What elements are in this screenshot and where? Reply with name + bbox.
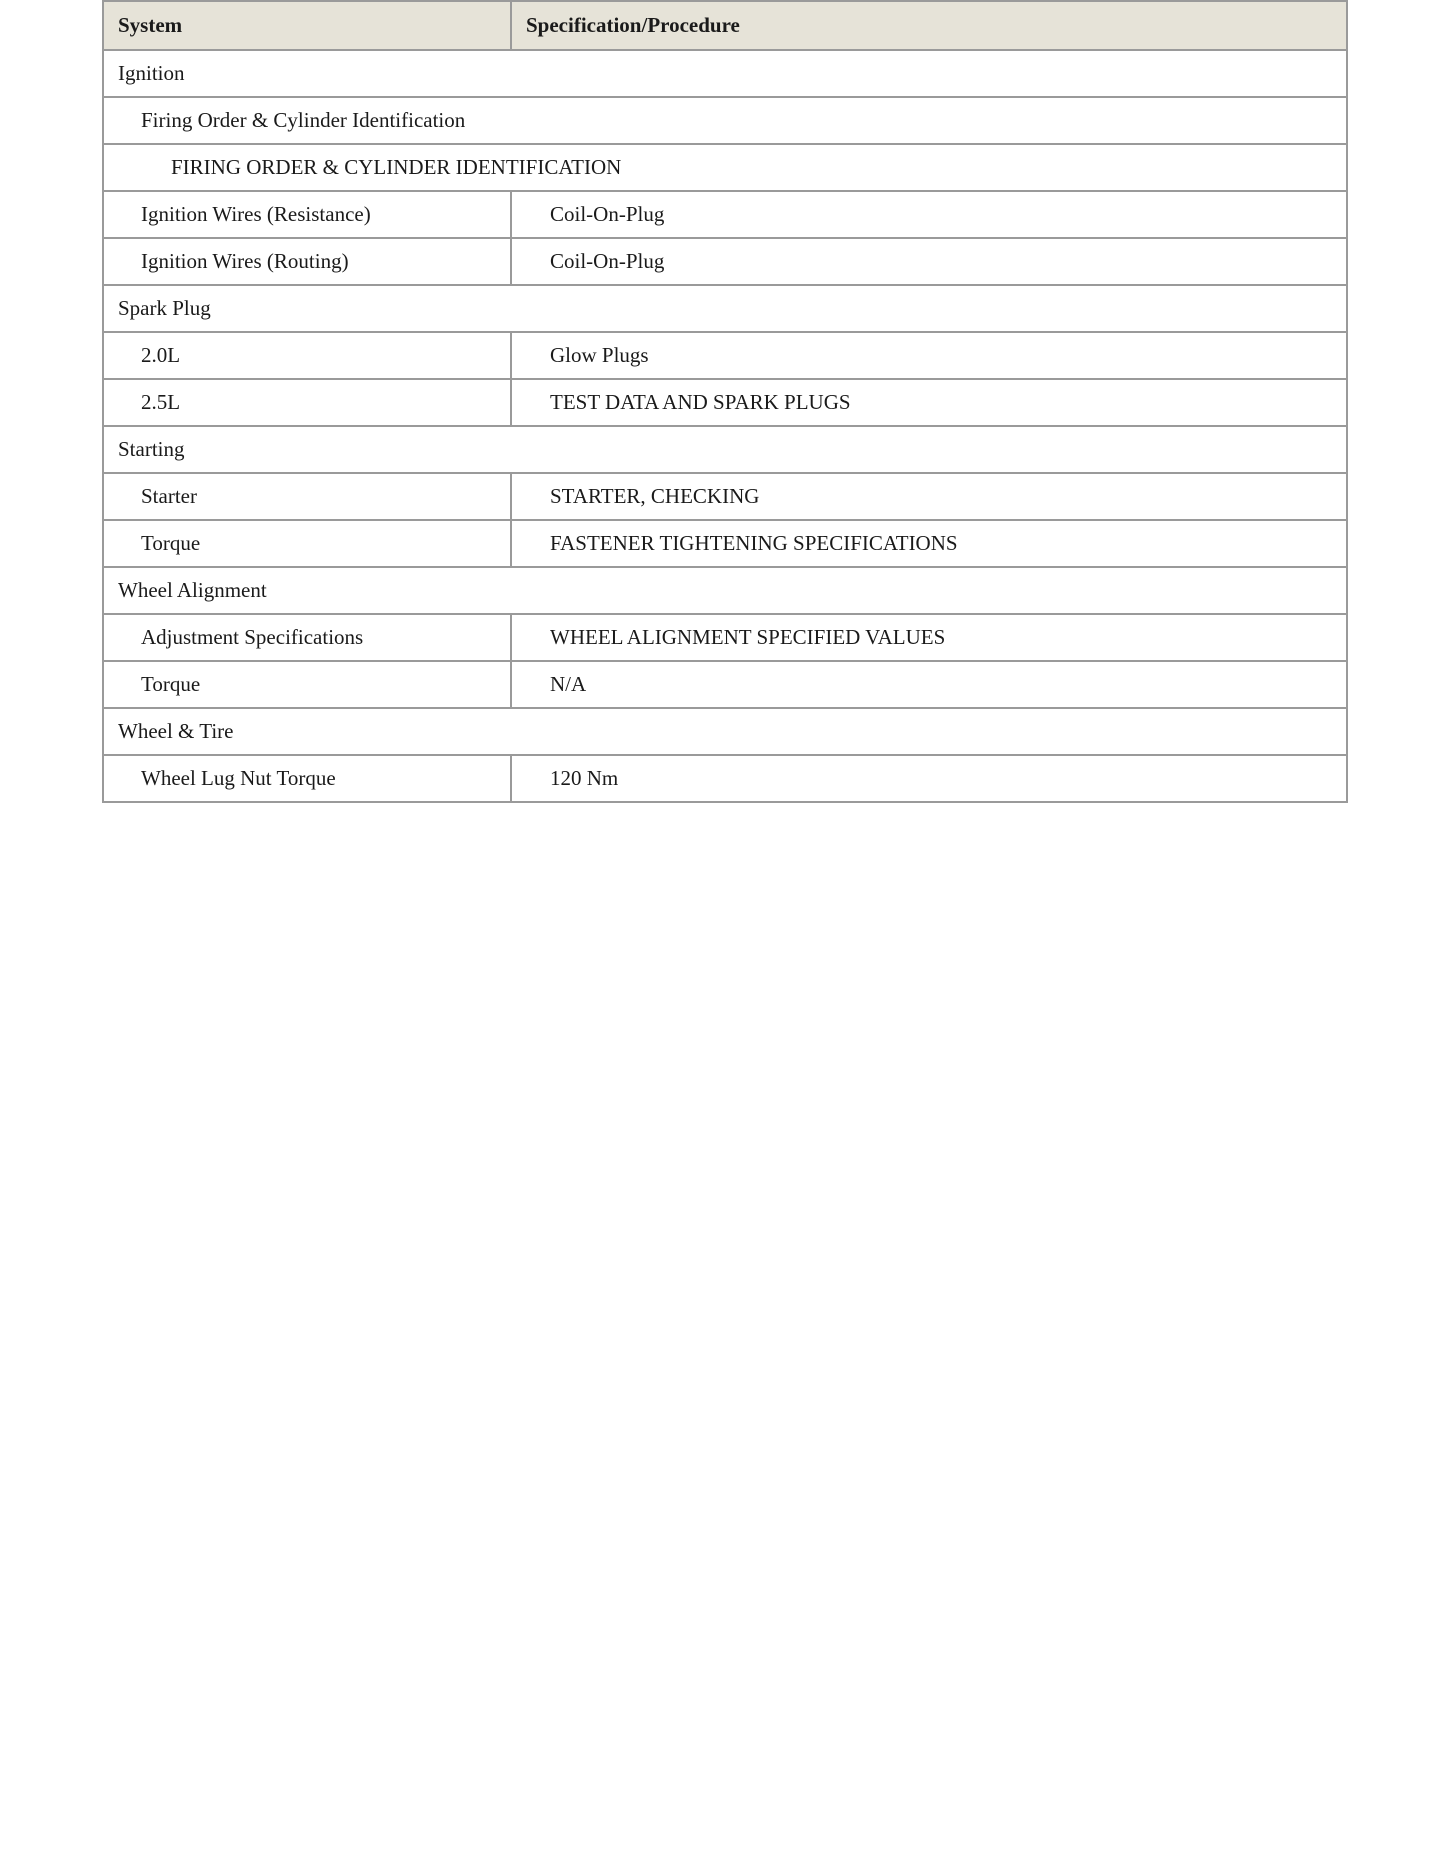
- table-row: [103, 238, 1347, 285]
- table-row[interactable]: [103, 614, 1347, 661]
- table-row[interactable]: [103, 520, 1347, 567]
- procedure-link-wheel-alignment-values[interactable]: WHEEL ALIGNMENT SPECIFIED VALUES: [511, 614, 1347, 661]
- specification-table: [102, 0, 1348, 803]
- procedure-link-firing-order[interactable]: FIRING ORDER & CYLINDER IDENTIFICATION: [103, 144, 1347, 191]
- row-label: Wheel Lug Nut Torque: [103, 755, 511, 802]
- table-row: [103, 661, 1347, 708]
- section-title-starting: Starting: [103, 426, 1347, 473]
- row-label: Torque: [103, 661, 511, 708]
- procedure-link-starter-checking[interactable]: STARTER, CHECKING: [511, 473, 1347, 520]
- row-label: 2.5L: [103, 379, 511, 426]
- subsection-row-firing-order: [103, 97, 1347, 144]
- row-label: 2.0L: [103, 332, 511, 379]
- section-title-wheel-tire: Wheel & Tire: [103, 708, 1347, 755]
- row-label: Ignition Wires (Routing): [103, 238, 511, 285]
- row-label: Ignition Wires (Resistance): [103, 191, 511, 238]
- system-column-header: System: [103, 1, 511, 50]
- spec-column-header: Specification/Procedure: [511, 1, 1347, 50]
- procedure-link-fastener-tightening[interactable]: FASTENER TIGHTENING SPECIFICATIONS: [511, 520, 1347, 567]
- row-value: N/A: [511, 661, 1347, 708]
- procedure-row-firing-order[interactable]: [103, 144, 1347, 191]
- section-row-wheel-alignment: [103, 567, 1347, 614]
- row-label: Adjustment Specifications: [103, 614, 511, 661]
- procedure-link-spark-plugs[interactable]: TEST DATA AND SPARK PLUGS: [511, 379, 1347, 426]
- row-label: Starter: [103, 473, 511, 520]
- section-row-wheel-tire: [103, 708, 1347, 755]
- table-row: [103, 332, 1347, 379]
- subsection-title-firing-order: Firing Order & Cylinder Identification: [103, 97, 1347, 144]
- table-row[interactable]: [103, 473, 1347, 520]
- table-row: [103, 191, 1347, 238]
- section-title-ignition: Ignition: [103, 50, 1347, 97]
- row-value: Glow Plugs: [511, 332, 1347, 379]
- section-title-spark-plug: Spark Plug: [103, 285, 1347, 332]
- table-row[interactable]: [103, 379, 1347, 426]
- section-title-wheel-alignment: Wheel Alignment: [103, 567, 1347, 614]
- row-value: Coil-On-Plug: [511, 191, 1347, 238]
- section-row-starting: [103, 426, 1347, 473]
- section-row-spark-plug: [103, 285, 1347, 332]
- table-row: [103, 755, 1347, 802]
- table-header-row: [103, 1, 1347, 50]
- row-value: Coil-On-Plug: [511, 238, 1347, 285]
- row-value: 120 Nm: [511, 755, 1347, 802]
- section-row-ignition: [103, 50, 1347, 97]
- row-label: Torque: [103, 520, 511, 567]
